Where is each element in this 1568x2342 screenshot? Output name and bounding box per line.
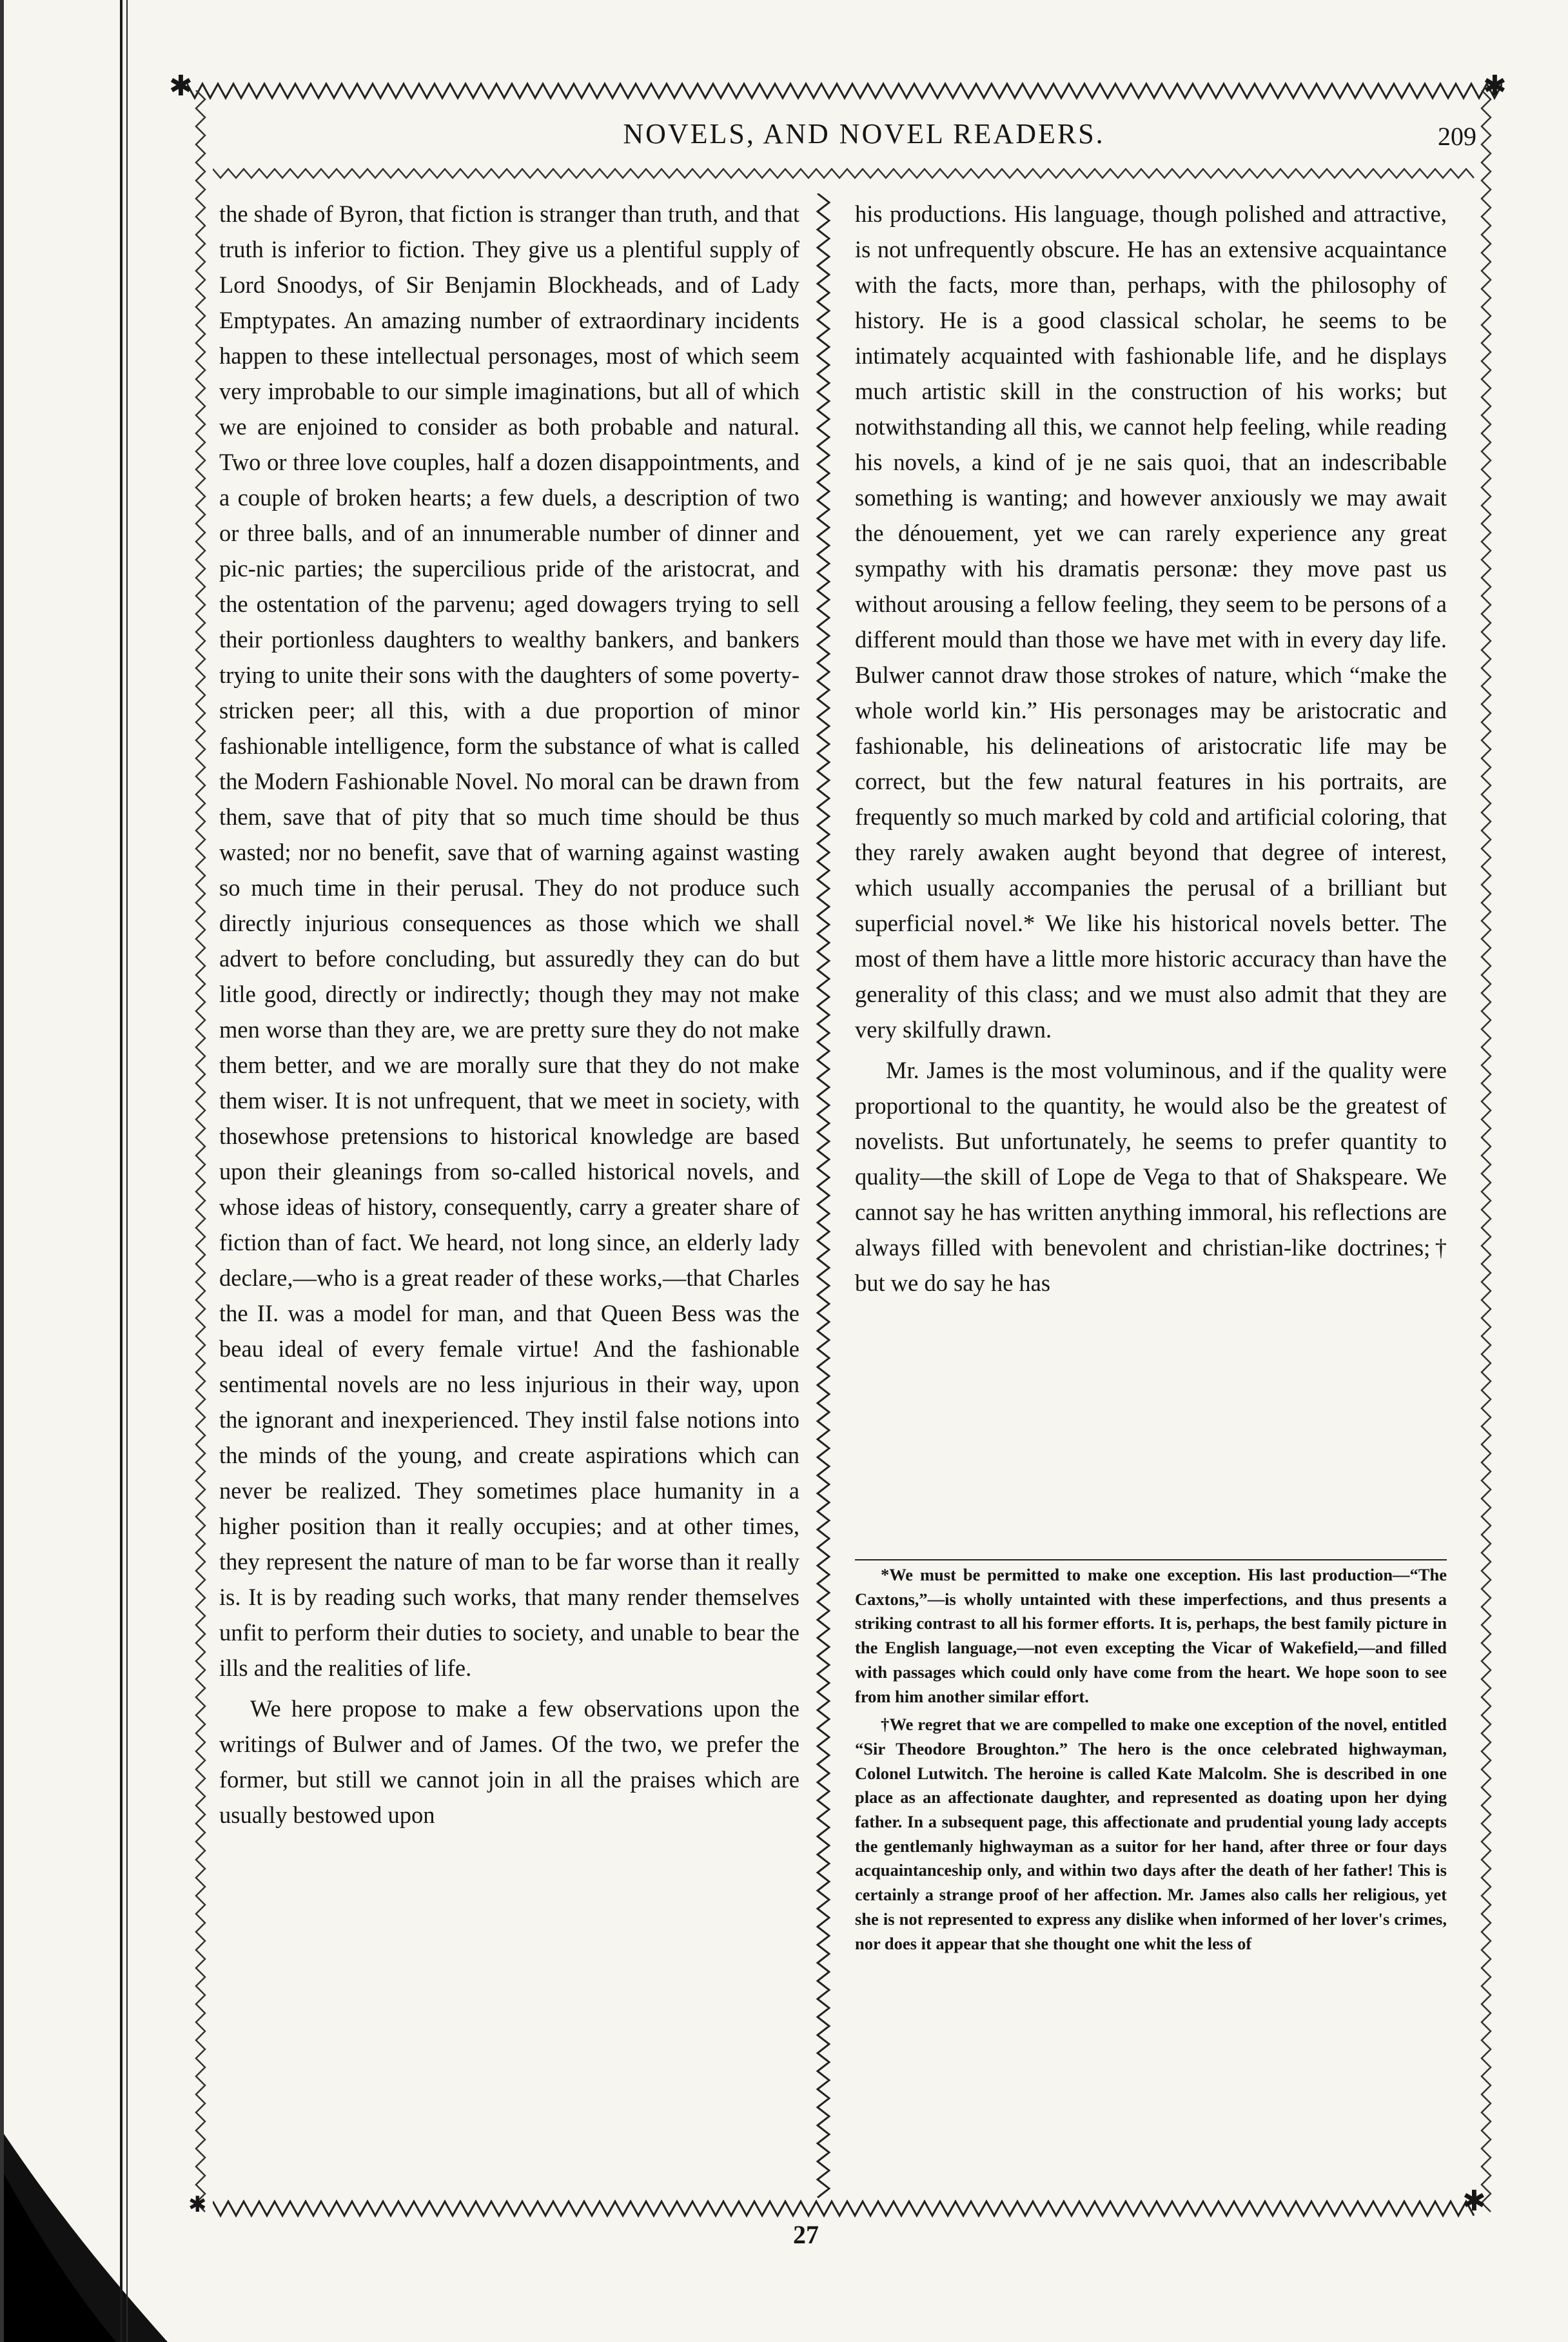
footnote-rule bbox=[855, 1559, 1447, 1560]
running-header-title: NOVELS, AND NOVEL READERS. bbox=[623, 118, 1105, 150]
top-ornamental-rule bbox=[187, 81, 1502, 101]
footnote-dagger: †We regret that we are compelled to make one exception of the novel, entitled “Sir Theodore Broughton.” The hero is the once celebrated highwayman, Colonel Lutwitch. The heroine is called Kate Malcolm. She is described in one place as an affectionate daughter, and represented as doating upon her dying father. In a subsequent page, this affectionate and prudential young lady accepts the gentlemanly highwayman as a suitor for her hand, after three or four days acquaintanceship only, and within two days after the death of her father! This is certainly a strange proof of her affection. Mr. James also calls her religious, yet she is not represented to express any dislike when informed of her lover's crimes, nor does it appear that she thought one whit the less of bbox=[855, 1715, 1447, 1953]
signature-mark: 27 bbox=[793, 2220, 819, 2249]
left-ornamental-border bbox=[191, 90, 210, 2218]
corner-star-bottom-right: ✱ bbox=[1462, 2185, 1486, 2217]
right-paragraph-1: his productions. His language, though polished and attractive, is not unfrequently obscure. He has an extensive acquaintance with the facts, more than, perhaps, with the philosophy of history. He is a good classical scholar, he seems to be intimately acquainted with fashionable life, and he displays much artistic skill in the construction of his works; but notwithstanding all this, we cannot help feeling, while reading his novels, a kind of je ne sais quoi, that an indescribable something is wanting; and however anxiously we may await the dénouement, yet we can rarely experience any great sympathy with his dramatis personæ: they move past us without arousing a fellow feeling, they seem to be persons of a different mould than those we have met with in every day life. Bulwer cannot draw those strokes of nature, which “make the whole world kin.” His personages may be aristocratic and fashionable, his delineations of aristocratic life may be correct, but the few natural features in his portraits, are frequently so much marked by cold and artificial coloring, that they rarely awaken aught beyond that degree of interest, which usually accompanies the perusal of a brilliant but superficial novel.* We like his historical novels better. The most of them have a little more historic accuracy than have the generality of this class; and we must also admit that they are very skilfully drawn. bbox=[855, 201, 1447, 1043]
page-number: 209 bbox=[1438, 122, 1476, 151]
left-binding-rule bbox=[120, 0, 122, 2342]
left-column bbox=[219, 196, 799, 1833]
left-paragraph-2: We here propose to make a few observations upon the writings of Bulwer and of James. Of the two, we prefer the former, but still we cannot join in all the praises which are usually bestowed upon bbox=[219, 1695, 799, 1828]
bottom-ornamental-rule bbox=[213, 2199, 1476, 2218]
left-binding-rule-inner bbox=[126, 0, 128, 2342]
binding-shadow bbox=[0, 0, 168, 2342]
corner-star-bottom-left: ✱ bbox=[188, 2193, 207, 2217]
footnote-asterisk: *We must be permitted to make one exception. His last production—“The Caxtons,”—is wholly untainted with these imperfections, and thus presents a striking contrast to all his former efforts. It is, perhaps, the best family picture in the English language,—not even excepting the Vicar of Wakefield,—and filled with passages which could only have come from the heart. We hope soon to see from him another similar effort. bbox=[855, 1565, 1447, 1706]
right-column bbox=[855, 196, 1447, 1301]
left-paragraph-1: the shade of Byron, that fiction is stranger than truth, and that truth is inferior to fiction. They give us a plentiful supply of Lord Snoodys, of Sir Benjamin Blockheads, and of Lady Emptypates. An amazing number of extraordinary incidents happen to these intellectual personages, most of which seem very improbable to our simple imaginations, but all of which we are enjoined to consider as both probable and natural. Two or three love couples, half a dozen disappointments, and a couple of broken hearts; a few duels, a description of two or three balls, and of an innumerable number of dinner and pic-nic parties; the supercilious pride of the aristocrat, and the ostentation of the parvenu; aged dowagers trying to sell their portionless daughters to wealthy bankers, and bankers trying to unite their sons with the daughters of some poverty-stricken peer; all this, with a due proportion of minor fashionable intelligence, form the substance of what is called the Modern Fashionable Novel. No moral can be drawn from them, save that of pity that so much time should be thus wasted; nor no benefit, save that of warning against wasting so much time in their perusal. They do not produce such directly injurious consequences as those which we shall advert to before concluding, but assuredly they can do but litle good, directly or indirectly; though they may not make men worse than they are, we are pretty sure they do not make them better, and we are morally sure that they do not make them wiser. It is not unfrequent, that we meet in society, with thosewhose pretensions to historical knowledge are based upon their gleanings from so-called historical novels, and whose ideas of history, consequently, carry a greater share of fiction than of fact. We heard, not long since, an elderly lady declare,—who is a great reader of these works,—that Charles the II. was a model for man, and that Queen Bess was the beau ideal of every female virtue! And the fashionable sentimental novels are no less injurious in their way, upon the ignorant and inexperienced. They instil false notions into the minds of the young, and create aspirations which can never be realized. They sometimes place humanity in a higher position than it really occupies; and at other times, they represent the nature of man to be far worse than it really is. It is by reading such works, that many render themselves unfit to perform their duties to society, and unable to bear the ills and the realities of life. bbox=[219, 201, 799, 1681]
right-paragraph-2: Mr. James is the most voluminous, and if the quality were proportional to the quantity, he would also be the greatest of novelists. But unfortunately, he seems to prefer quantity to quality—the skill of Lope de Vega to that of Shakspeare. We cannot say he has written anything immoral, his reflections are always filled with benevolent and christian-like doctrines;† but we do say he has bbox=[855, 1057, 1447, 1296]
header-ornamental-rule bbox=[213, 166, 1476, 181]
column-divider bbox=[814, 193, 833, 2205]
corner-star-top-left: ✱ bbox=[169, 70, 193, 102]
right-ornamental-border bbox=[1476, 90, 1496, 2218]
footnotes bbox=[855, 1563, 1447, 1956]
corner-star-top-right: ✱ bbox=[1483, 70, 1507, 102]
